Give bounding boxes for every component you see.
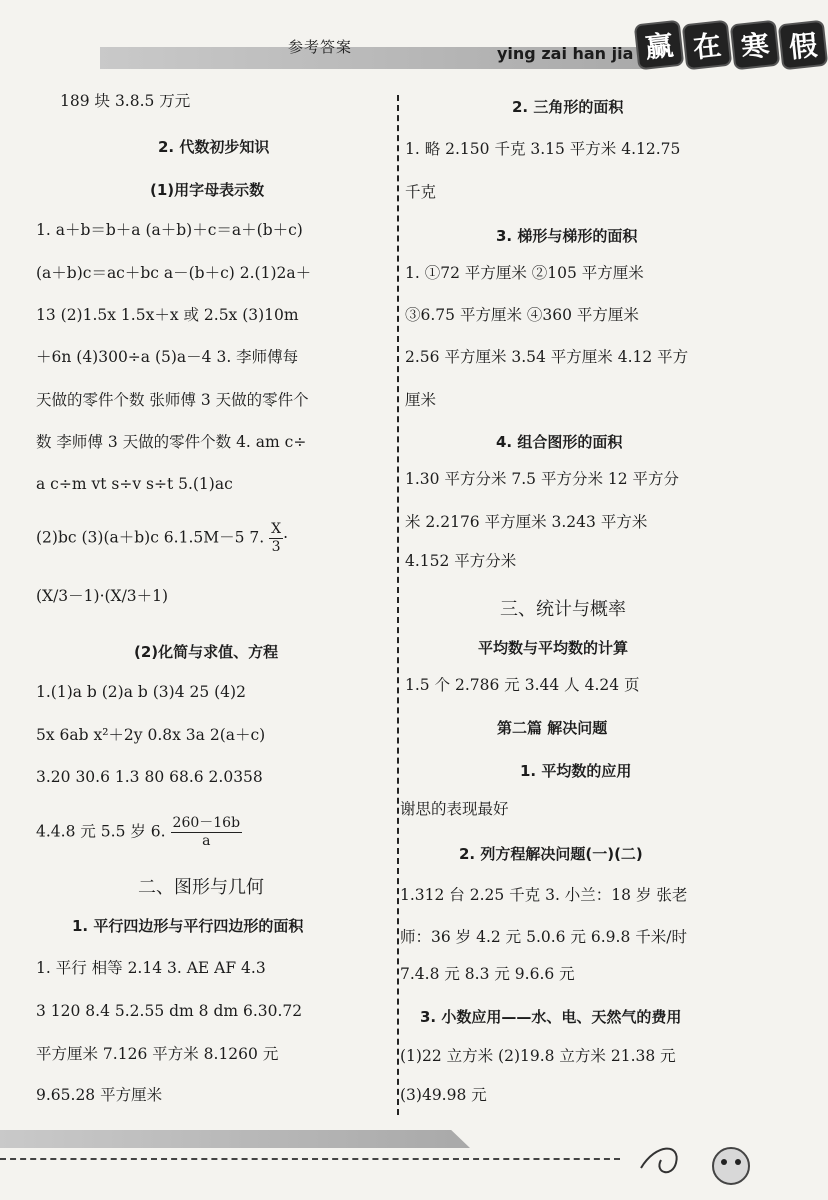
subsection-heading: 平均数与平均数的计算 (478, 639, 629, 657)
fraction (171, 815, 243, 850)
answer-line (36, 815, 242, 850)
answer-line: a c÷m vt s÷v s÷t 5.(1)ac (36, 475, 233, 493)
fraction (269, 521, 283, 556)
column-divider (397, 95, 399, 1115)
answer-line: 189 块 3.8.5 万元 (60, 92, 191, 110)
fraction-numerator: X (271, 521, 282, 537)
answer-line: 1.5 个 2.786 元 3.44 人 4.24 页 (405, 676, 640, 694)
subsection-heading: (1)用字母表示数 (150, 181, 265, 199)
section-title: 三、统计与概率 (500, 599, 626, 620)
footer-bar (0, 1130, 470, 1148)
answer-line: 米 2.2176 平方厘米 3.243 平方米 (405, 513, 648, 531)
answer-line: 师：36 岁 4.2 元 5.0.6 元 6.9.8 千米/时 (400, 928, 687, 946)
answer-line: 天做的零件个数 张师傅 3 天做的零件个 (36, 391, 309, 409)
answer-line: ＋6n (4)300÷a (5)a－4 3. 李师傅每 (36, 348, 299, 366)
answer-line: 3.20 30.6 1.3 80 68.6 2.0358 (36, 768, 263, 786)
answer-line: ③6.75 平方厘米 ④360 平方厘米 (405, 306, 639, 324)
logo-char: 赢 (634, 20, 685, 71)
answer-line: 7.4.8 元 8.3 元 9.6.6 元 (400, 965, 575, 983)
answer-line: 2.56 平方厘米 3.54 平方厘米 4.12 平方 (405, 348, 689, 366)
fraction-denominator: a (202, 833, 211, 849)
decorative-swirl-icon (636, 1138, 786, 1188)
answer-line: 谢思的表现最好 (400, 800, 509, 818)
subsection-heading: 1. 平均数的应用 (520, 762, 632, 780)
answer-line: 5x 6ab x²＋2y 0.8x 3a 2(a＋c) (36, 726, 266, 744)
answer-line: (1)22 立方米 (2)19.8 立方米 21.38 元 (400, 1047, 676, 1065)
answer-line: 3 120 8.4 5.2.55 dm 8 dm 6.30.72 (36, 1002, 303, 1020)
answer-line: (3)49.98 元 (400, 1086, 487, 1104)
subsection-heading: 2. 列方程解决问题(一)(二) (459, 845, 643, 863)
logo-char: 寒 (730, 20, 781, 71)
answer-line: 平方厘米 7.126 平方米 8.1260 元 (36, 1045, 279, 1063)
answer-line: 厘米 (405, 391, 437, 409)
answer-line: 1. ①72 平方厘米 ②105 平方厘米 (405, 264, 644, 282)
logo-char: 假 (778, 20, 828, 71)
subsection-heading: 3. 小数应用——水、电、天然气的费用 (420, 1008, 682, 1026)
subsection-heading: 2. 代数初步知识 (158, 138, 270, 156)
answer-line: 千克 (405, 183, 437, 201)
answer-line (36, 521, 288, 556)
page-title: 参考答案 (288, 38, 353, 56)
header-pinyin: ying zai han jia (497, 44, 634, 63)
answer-line: 1. 略 2.150 千克 3.15 平方米 4.12.75 (405, 140, 681, 158)
logo-char: 在 (682, 20, 733, 71)
answer-line: 9.65.28 平方厘米 (36, 1086, 163, 1104)
fraction-denominator: 3 (271, 539, 281, 555)
subsection-heading: 3. 梯形与梯形的面积 (496, 227, 638, 245)
logo (636, 22, 826, 68)
subsection-heading: 4. 组合图形的面积 (496, 433, 623, 451)
answer-line: 1.(1)a b (2)a b (3)4 25 (4)2 (36, 683, 246, 701)
subsection-heading: 1. 平行四边形与平行四边形的面积 (72, 917, 304, 935)
dot: · (283, 528, 289, 547)
footer-dashed-line (0, 1158, 620, 1160)
subsection-heading: 2. 三角形的面积 (512, 98, 624, 116)
answer-text: 4.4.8 元 5.5 岁 6. (36, 822, 166, 841)
fraction-numerator: 260－16b (172, 815, 241, 831)
answer-line: 1. 平行 相等 2.14 3. AE AF 4.3 (36, 959, 266, 977)
answer-line: 1. a＋b＝b＋a (a＋b)＋c＝a＋(b＋c) (36, 221, 303, 239)
answer-line: (X/3－1)·(X/3＋1) (36, 587, 169, 605)
answer-text: (2)bc (3)(a＋b)c 6.1.5M－5 7. (36, 528, 265, 547)
section-title: 二、图形与几何 (138, 877, 264, 898)
answer-line: 13 (2)1.5x 1.5x＋x 或 2.5x (3)10m (36, 306, 299, 324)
answer-line: 1.312 台 2.25 千克 3. 小兰：18 岁 张老 (400, 886, 688, 904)
subsection-heading: 第二篇 解决问题 (497, 719, 608, 737)
answer-line: 数 李师傅 3 天做的零件个数 4. am c÷ (36, 433, 307, 451)
subsection-heading: (2)化简与求值、方程 (134, 643, 279, 661)
answer-line: 1.30 平方分米 7.5 平方分米 12 平方分 (405, 470, 680, 488)
answer-line: 4.152 平方分米 (405, 552, 517, 570)
answer-line: (a＋b)c＝ac＋bc a－(b＋c) 2.(1)2a＋ (36, 264, 312, 282)
